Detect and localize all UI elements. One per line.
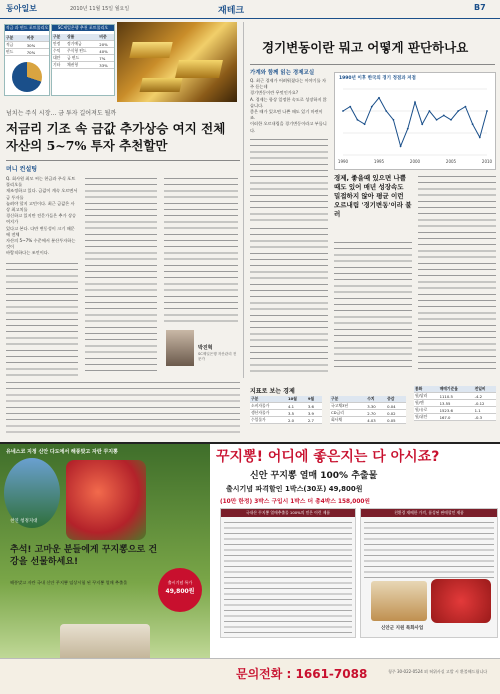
portfolio-box-1-table: 구분 비중 적금 30% 펀드 70% xyxy=(5,35,49,56)
chart-point xyxy=(450,119,452,121)
indicator-table-2: 구분 수치 증감 국고채3년 3.30 0.04 CD금리 2.70 0.02 회사채 4.03 0.05 xyxy=(330,396,406,424)
chart-point xyxy=(400,145,402,147)
chart-point xyxy=(421,123,423,125)
chart-point xyxy=(414,101,416,103)
chart-tick-label: 1990 xyxy=(337,159,349,164)
indicator-title: 지표로 보는 경제 xyxy=(250,388,295,395)
divider xyxy=(6,160,240,161)
ad-left-panel xyxy=(0,444,210,675)
ad-info-box-b xyxy=(360,508,498,638)
column-tag: 머니 컨설팅 xyxy=(6,166,38,173)
price-badge xyxy=(158,568,202,612)
consultant-block xyxy=(166,330,236,374)
chart-point xyxy=(443,115,445,117)
chart-tick-label: 2000 xyxy=(409,159,421,164)
chart-point xyxy=(407,128,409,130)
advertisement xyxy=(0,442,500,693)
gold-bar-image xyxy=(140,78,183,92)
chart-point xyxy=(371,106,373,108)
island-photo-label: 천연 청정지대 xyxy=(10,519,38,524)
chart-tick-label: 2010 xyxy=(481,159,493,164)
column-label: 가계와 함께 읽는 경제교실 xyxy=(250,70,315,76)
right-body-column-1: Q. 최근 경제가 어려워졌다는 이야기를 자주 듣는데 경기변동이란 무엇인가요? A. 경제는 항상 일정한 속도로 성장하지 않습니다. 좋은 때가 있으면 나쁜 때도 있기 마련이죠. 이러한 오르내림을 경기변동이라고 부릅니다. xyxy=(250,78,328,220)
text-filler xyxy=(364,520,494,580)
chart-point xyxy=(364,123,366,125)
chart-point xyxy=(472,123,474,125)
gold-bar-image xyxy=(175,60,223,78)
page-number: B7 xyxy=(474,3,486,12)
chart-point xyxy=(385,110,387,112)
price-badge-label: 출시기념 특가 xyxy=(167,580,193,585)
chart-point xyxy=(429,110,431,112)
issue-date: 2010년 11월 15일 월요일 xyxy=(70,6,130,12)
ad-footer xyxy=(0,658,500,694)
chart-point xyxy=(465,106,467,108)
chart-point xyxy=(486,110,488,112)
price-badge-value: 49,800원 xyxy=(165,588,195,595)
right-body-column-2 xyxy=(250,226,328,372)
column-divider xyxy=(243,22,244,378)
ad-left-sub: 해풍맞고 자란 국내 신안 꾸지뽕 임상시험 된 꾸지뽕 열매 추출물 xyxy=(10,580,128,585)
chart-point xyxy=(393,119,395,121)
article-body-column-1: Q. 회사원 최모 씨는 현금과 주식 포트폴리오를 재조정하고 있다. 금값이 계속 오르면서 금 투자를 늘려야 할지 고민이다. 최근 금값은 사상 최고치를 경신하고 있지만 전문가들은 추가 상승 여지가 있다고 본다. 다만 변동성이 크기 때문에 전체 자산의 5~7% 수준에서 분산투자하는 것이 바람직하다는 조언이다. xyxy=(6,176,78,374)
ad-phone: 문의전화 : 1661-7088 xyxy=(236,667,368,681)
lower-left-text xyxy=(6,380,240,436)
ad-box-b-caption: 신안군 지원 특화사업 xyxy=(381,626,424,631)
consultant-name: 박진혁 xyxy=(198,345,213,351)
newspaper-header xyxy=(0,0,500,19)
portfolio-box-2 xyxy=(51,24,115,96)
ad-offer-2: (10만 한정) 3박스 구입시 1박스 더 총4박스 158,000원 xyxy=(220,499,370,505)
article-headline: 저금리 기조 속 금값 추가상승 여지 전체 자산의 5~7% 투자 추천할만 xyxy=(6,121,226,153)
gold-bars-photo xyxy=(117,22,237,102)
article-body-column-3 xyxy=(164,176,238,324)
chart-series-line xyxy=(343,98,487,146)
newspaper-logo: 동아일보 xyxy=(6,4,37,13)
article-body-column-2 xyxy=(85,176,157,374)
product-photo xyxy=(371,581,427,621)
portfolio-box-2-title: SC제일은행 추천 포트폴리오 xyxy=(52,25,114,31)
consultant-photo xyxy=(166,330,194,366)
divider xyxy=(250,64,495,65)
chart-point xyxy=(436,119,438,121)
portfolio-box-1 xyxy=(4,24,50,96)
right-headline: 경기변동이란 뭐고 어떻게 판단하나요 xyxy=(262,40,469,55)
ad-main-headline: 꾸지뽕! 어디에 좋은지는 다 아시죠? xyxy=(216,449,440,465)
article-kicker: 넘치는 주식 시장… 금 투자 길어져도 될까 xyxy=(6,110,117,117)
gold-bar-image xyxy=(129,42,172,58)
consultant-title: SC제일은행 자산관리 전문가 xyxy=(198,352,237,361)
portfolio-box-2-table: 구분 상품 비중 안정 정기예금 20% 수익 주식형 펀드 40% 대안 금 펀드 7% 기타 채권형 33% xyxy=(52,34,114,69)
chart-point xyxy=(479,137,481,139)
chart-point xyxy=(342,110,344,112)
ad-info-box-b-title: 친환경 재배한 가격, 품성된 판매할인 제품 xyxy=(361,509,497,517)
fruit-photo xyxy=(431,579,491,623)
indicator-table-1: 구분 10월 9월 소비자물가 4.1 3.6 생산자물가 3.5 3.9 수입물가 2.0 2.7 xyxy=(250,396,322,424)
exchange-rate-table: 통화 매매기준율 전일비 원/달러 1110.5 -4.2 원/엔 13.55 -0.12 원/유로 1523.6 1.1 원/위안 167.0 -0.3 xyxy=(414,386,496,421)
chart-point xyxy=(378,97,380,99)
ad-left-headline: 추석! 고마운 분들에게 꾸지뽕으로 건강을 선물하세요! xyxy=(10,545,158,567)
chart-point xyxy=(349,106,351,108)
fruit-photo xyxy=(66,460,146,540)
chart-tick-label: 2005 xyxy=(445,159,457,164)
chart-point xyxy=(457,110,459,112)
ad-product-name: 신안 꾸지뽕 열매 100% 추출물 xyxy=(250,471,378,481)
portfolio-box-1-title: 적금 과 펀드 포트폴리오 xyxy=(5,25,49,30)
chart-plot xyxy=(339,85,491,165)
chart-title: 1990년 이후 한국의 경기 정점과 저점 xyxy=(339,76,416,81)
ad-offer-1: 출시기념 파격할인 1박스(30포) 49,800원 xyxy=(226,485,363,493)
portfolio-pie-icon xyxy=(12,62,42,92)
chart-tick-label: 1995 xyxy=(373,159,385,164)
ad-footer-text: 청주 30-022-0524 외 허위사실 고발 시 환불해드립니다 xyxy=(388,669,488,674)
text-filler xyxy=(224,520,352,634)
right-body-column-4 xyxy=(418,174,496,372)
section-title: 재테크 xyxy=(218,6,245,16)
ad-info-box-a-title: 국내산 꾸지뽕 열매추출물 100%의 믿은 이런 제품 xyxy=(221,509,355,517)
ad-info-box-a xyxy=(220,508,356,638)
chart-point xyxy=(357,119,359,121)
ad-left-title: 유네스코 지정 신안 다도에서 해풍맞고 자란 꾸지뽕 xyxy=(6,449,118,455)
economic-chart xyxy=(334,72,496,170)
right-body-column-3 xyxy=(334,240,412,372)
column-headline: 경제, 좋을때 있으면 나쁠때도 있어 매년 성장속도 밀접하지 않아 평균 이런 오르내림 '경기변동'이라 불러 xyxy=(334,174,412,218)
